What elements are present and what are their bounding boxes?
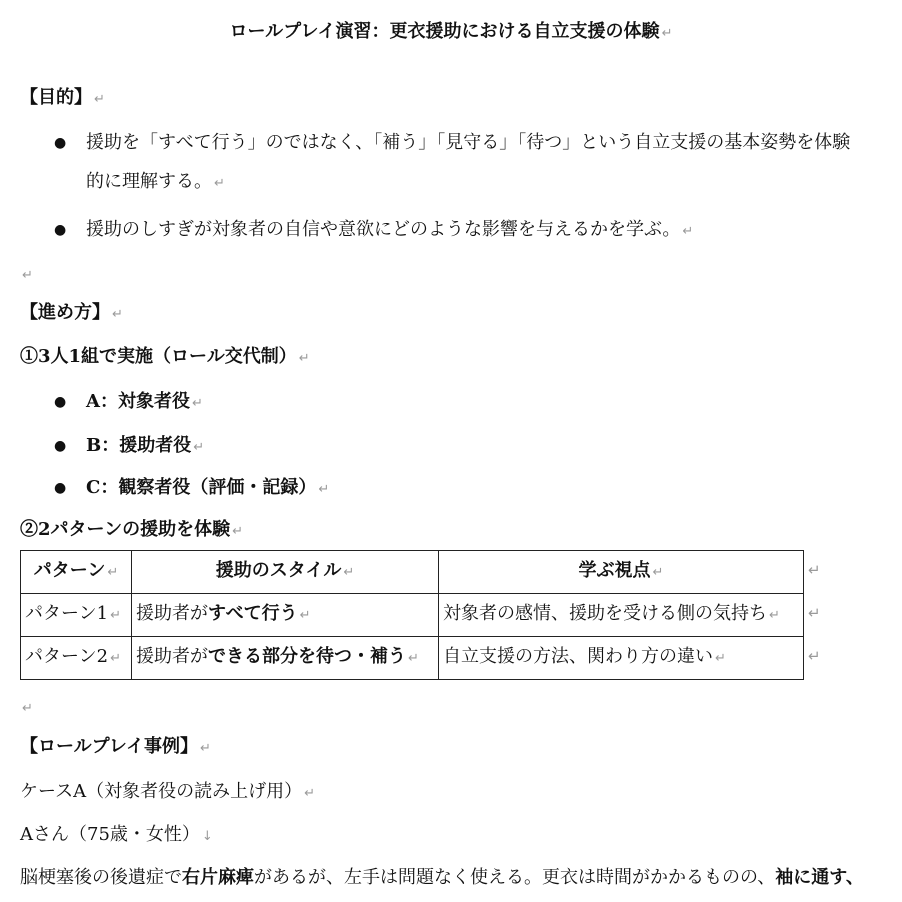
table-header-cell: パターン ↵: [21, 551, 132, 594]
purpose-heading: 【目的】 ↵: [20, 87, 105, 108]
empty-paragraph: ↵: [22, 701, 33, 716]
case-person: Aさん（75歳・女性） ↓: [20, 824, 213, 845]
bullet-dot-icon: ●: [54, 394, 67, 410]
bullet-dot-icon: ●: [54, 135, 67, 151]
table-cell: パターン1 ↵: [21, 594, 132, 637]
table-cell: パターン2 ↵: [21, 637, 132, 680]
method-step-2: ②2パターンの援助を体験 ↵: [20, 519, 244, 540]
row-end-mark: ↵: [808, 604, 821, 622]
bullet-dot-icon: ●: [54, 480, 67, 496]
table-header-cell: 学ぶ視点 ↵: [439, 551, 804, 594]
table-header-cell: 援助のスタイル ↵: [132, 551, 439, 594]
table-header-row: [21, 551, 804, 594]
table-cell: 援助者がすべて行う ↵: [132, 594, 439, 637]
method-step-1: ①3人1組で実施（ロール交代制） ↵: [20, 346, 310, 367]
table-row: [21, 594, 804, 637]
method-heading: 【進め方】 ↵: [20, 302, 123, 323]
case-label: ケースA（対象者役の読み上げ用） ↵: [20, 781, 316, 802]
document-title: ロールプレイ演習：更衣援助における自立支援の体験 ↵: [229, 21, 673, 42]
row-end-mark: ↵: [808, 561, 821, 579]
row-end-mark: ↵: [808, 647, 821, 665]
table-cell: 自立支援の方法、関わり方の違い ↵: [439, 637, 804, 680]
table-row: [21, 637, 804, 680]
pattern-table: [20, 550, 804, 680]
table-cell: 援助者ができる部分を待つ・補う ↵: [132, 637, 439, 680]
empty-paragraph: ↵: [22, 268, 33, 283]
table-cell: 対象者の感情、援助を受ける側の気持ち ↵: [439, 594, 804, 637]
bullet-dot-icon: ●: [54, 222, 67, 238]
cases-heading: 【ロールプレイ事例】 ↵: [20, 736, 211, 757]
bullet-dot-icon: ●: [54, 438, 67, 454]
case-description: 脳梗塞後の後遺症で右片麻痺があるが、左手は問題なく使える。更衣は時間がかかるものの、袖に通す、: [20, 867, 864, 888]
